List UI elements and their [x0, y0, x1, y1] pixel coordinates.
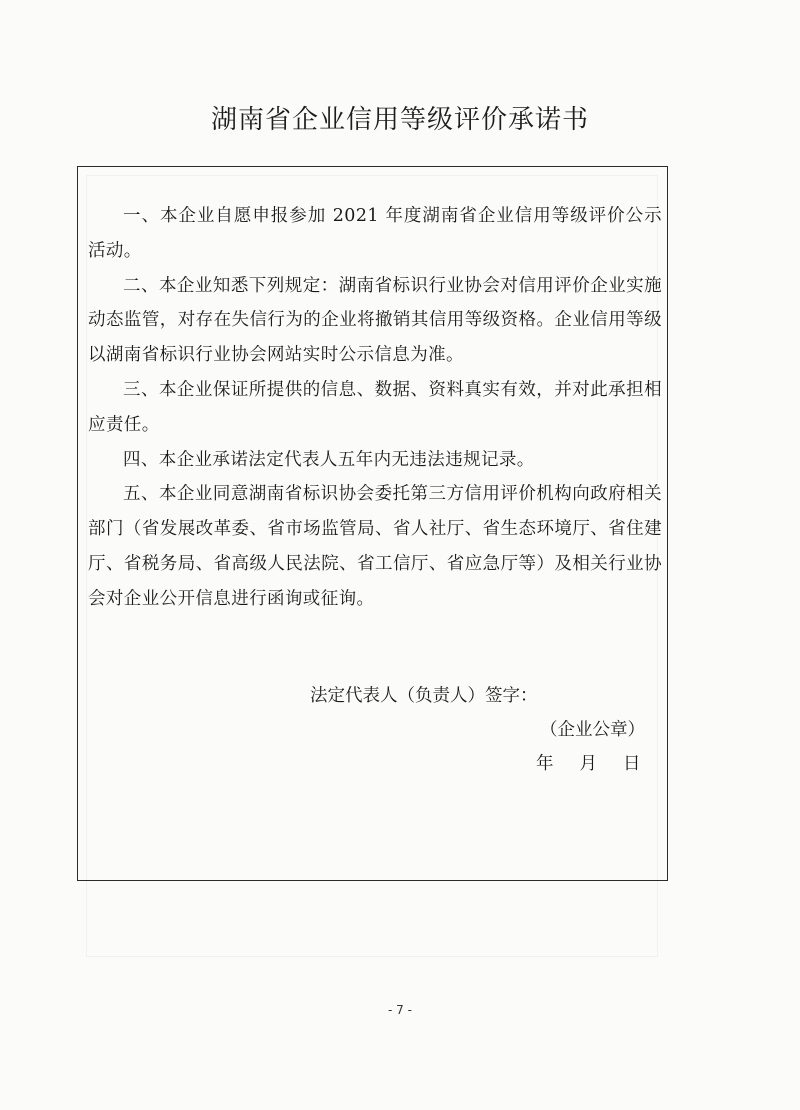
company-seal-label: （企业公章）	[540, 720, 645, 740]
signature-label: 法定代表人（负责人）签字：	[310, 686, 538, 706]
commitment-box	[77, 166, 668, 881]
clause-1: 一、本企业自愿申报参加 2021 年度湖南省企业信用等级评价公示活动。	[88, 206, 662, 261]
date-line	[536, 747, 641, 781]
clause-4: 四、本企业承诺法定代表人五年内无违法违规记录。	[123, 449, 535, 470]
date-year: 年	[536, 754, 554, 774]
date-day: 日	[623, 754, 641, 774]
page-number: - 7 -	[388, 1003, 412, 1017]
clause-5: 五、本企业同意湖南省标识协会委托第三方信用评价机构向政府相关部门（省发展改革委、省市场监管局、省人社厅、省生态环境厅、省住建厅、省税务局、省高级人民法院、省工信厅、省应急厅等）及相关行业协会对企业公开信息进行函询或征询。	[88, 484, 662, 609]
page-title: 湖南省企业信用等级评价承诺书	[210, 105, 589, 135]
clause-2: 二、本企业知悉下列规定：湖南省标识行业协会对信用评价企业实施动态监管，对存在失信行为的企业将撤销其信用等级资格。企业信用等级以湖南省标识行业协会网站实时公示信息为准。	[88, 275, 662, 366]
signature-block	[78, 679, 669, 779]
clause-3: 三、本企业保证所提供的信息、数据、资料真实有效，并对此承担相应责任。	[88, 379, 662, 435]
clause-list	[88, 199, 662, 617]
date-month: 月	[579, 754, 597, 774]
